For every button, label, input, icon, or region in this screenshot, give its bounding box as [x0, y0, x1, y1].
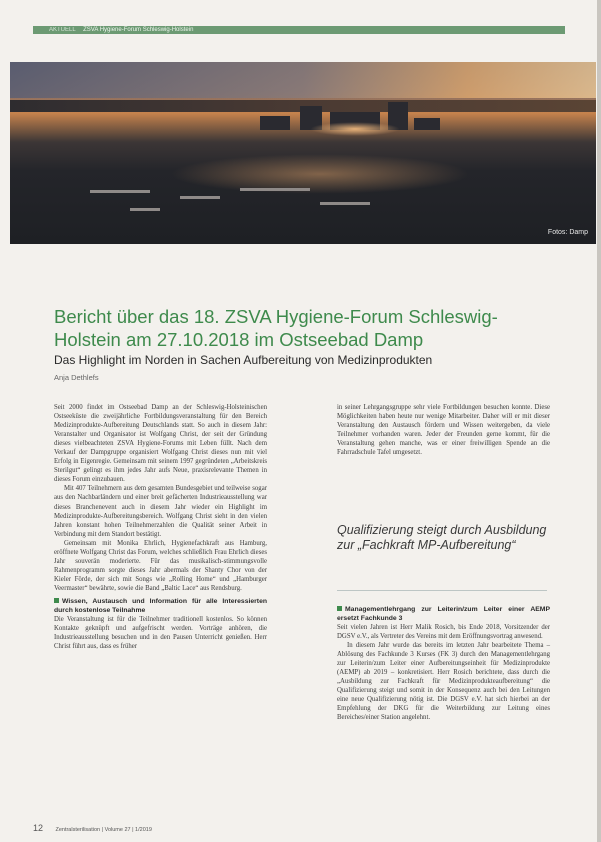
- pull-quote-divider: [337, 590, 547, 591]
- paragraph: Gemeinsam mit Monika Ehrlich, Hygienefachkraft aus Hamburg, eröffnete Wolfgang Christ das Forum, welches schließlich Frau Ehrlich dieses Jahr souverän moderierte. Für das musikalisch-stimmungsvolle Rahmenprogramm sorgte dieses Jahr abermals der Shanty Chor von der Kieler Förde, der sich mit Songs wie „Rolling Home“ und „Hamburger Veermaster“ bewährte, sowie die Band „Baltic Lace“ aus Rendsburg.: [54, 539, 267, 592]
- page-number: 12: [33, 823, 44, 833]
- article-author: Anja Dethlefs: [54, 373, 99, 382]
- photo-sun-glow: [310, 122, 400, 136]
- bullet-square-icon: [337, 606, 342, 611]
- paragraph: Seit vielen Jahren ist Herr Malik Rosich, bis Ende 2018, Vorsitzender der DGSV e.V., als Vertreter des Vereins mit dem Eröffnungsvortrag anwesend.: [337, 624, 550, 641]
- subheading-text: Managementlehrgang zur Leiterin/zum Leiter einer AEMP ersetzt Fachkunde 3: [337, 606, 550, 622]
- paragraph: in seiner Lehrgangsgruppe sehr viele Fortbildungen besuchen konnte. Diese Möglichkeiten haben heute nur wenige Mitarbeiter. Daher will er mit dieser Veranstaltung den Austausch fördern und Wissen weitergeben, da viele Teilnehmer vorhanden waren. Jeder der Freunden gerne kommt, für die Veranstaltung gehen manche, was er einer freiwilligen Spende an die Fahrradschule Tafel umgesetzt.: [337, 404, 550, 457]
- pull-quote: Qualifizierung steigt durch Ausbildung zur „Fachkraft MP-Aufbereitung“: [337, 523, 547, 552]
- subheading-text: Wissen, Austausch und Information für alle Interessierten durch kostenlose Teilnahme: [54, 597, 267, 614]
- text-column-left: [54, 403, 267, 651]
- article-subtitle: Das Highlight im Norden in Sachen Aufbereitung von Medizinprodukten: [54, 353, 433, 367]
- photo-sky: [10, 62, 596, 98]
- paragraph: In diesem Jahr wurde das bereits im letzten Jahr bearbeitete Thema – Ablösung des Fachkunde 3 Kurses (FK 3) durch den Managementlehrgang zur Leiterin/zum Leiter einer Aufbereitungseinheit für Medizinprodukte (AEMP) ab 2019 – konkretisiert. Herr Rosich berichtete, dass durch die „Ausbildung zur Fachkraft für Medizinprodukteaufbereitung“ die Qualifizierung steigt und somit in der Konsequenz auch bei den Leitungen eine neue Qualifizierung nötig ist. Die DGSV e.V. hat sich hierbei an der Empfehlung der DKG für die Weiterbildung zur Leitung eines Bereiches/einer Station angelehnt.: [337, 642, 550, 722]
- subheading: [337, 605, 550, 623]
- harbor-sunset-photo: [10, 62, 596, 244]
- section-title: ZSVA Hygiene-Forum Schleswig-Holstein: [83, 27, 194, 33]
- text-column-right-top: [337, 403, 550, 457]
- journal-info: Zentralsterilisation | Volume 27 | 1/2019: [55, 827, 152, 833]
- paragraph: Die Veranstaltung ist für die Teilnehmer traditionell kostenlos. So können Kontakte geknüpft und aufgefrischt werden. Vorträge anhören, die Industrieausstellung besuchen und in den Pausen Unterricht genießen. Herr Christ führt aus, dass es früher: [54, 615, 267, 651]
- article-title: Bericht über das 18. ZSVA Hygiene-Forum Schleswig-Holstein am 27.10.2018 im Ostseebad Damp: [54, 306, 498, 350]
- photo-boats: [70, 182, 410, 222]
- page-footer: [33, 818, 152, 836]
- bullet-square-icon: [54, 598, 59, 603]
- section-label: AKTUELL: [49, 27, 76, 33]
- photo-credit: Fotos: Damp: [547, 229, 588, 236]
- text-column-right-bottom: [337, 605, 550, 723]
- section-header-bar: [33, 26, 565, 34]
- paragraph: Seit 2000 findet im Ostseebad Damp an der Schleswig-Holsteinischen Ostseeküste die zweijährliche Fortbildungsveranstaltung für den Bereich Medizinprodukte-Aufbereitung Deutschlands statt. So auch in diesem Jahr: Veranstalter und Organisator ist Wolfgang Christ, der seit der Gründung dieses vielbeachteten ZSVA Hygiene-Forums mit Leben füllt. Nach dem Verkauf der Dampgruppe organisiert Wolfgang Christ dieses nun mit viel Erfolg in Eigenregie. Gemeinsam mit seinem 1997 gegründeten „Arbeitskreis Sterilgut“ gelingt es ihm jedes Jahr aufs Neue, praxisrelevante Themen in dieses Forum einzubauen.: [54, 404, 267, 484]
- subheading: [54, 597, 267, 615]
- paragraph: Mit 407 Teilnehmern aus dem gesamten Bundesgebiet und teilweise sogar aus den Nachbarländern und einer breit gefächerten Industrieausstellung war dieses Branchenevent auch in diesem Jahr wieder ein Highlight im Medizinprodukte-Aufbereitungsbereich. Wolfgang Christ sieht in den vielen Jahren konstant hohen Teilnehmerzahlen die Qualität seiner Arbeit in Verbindung mit dem Standort bestätigt.: [54, 485, 267, 538]
- page-edge: [597, 0, 601, 842]
